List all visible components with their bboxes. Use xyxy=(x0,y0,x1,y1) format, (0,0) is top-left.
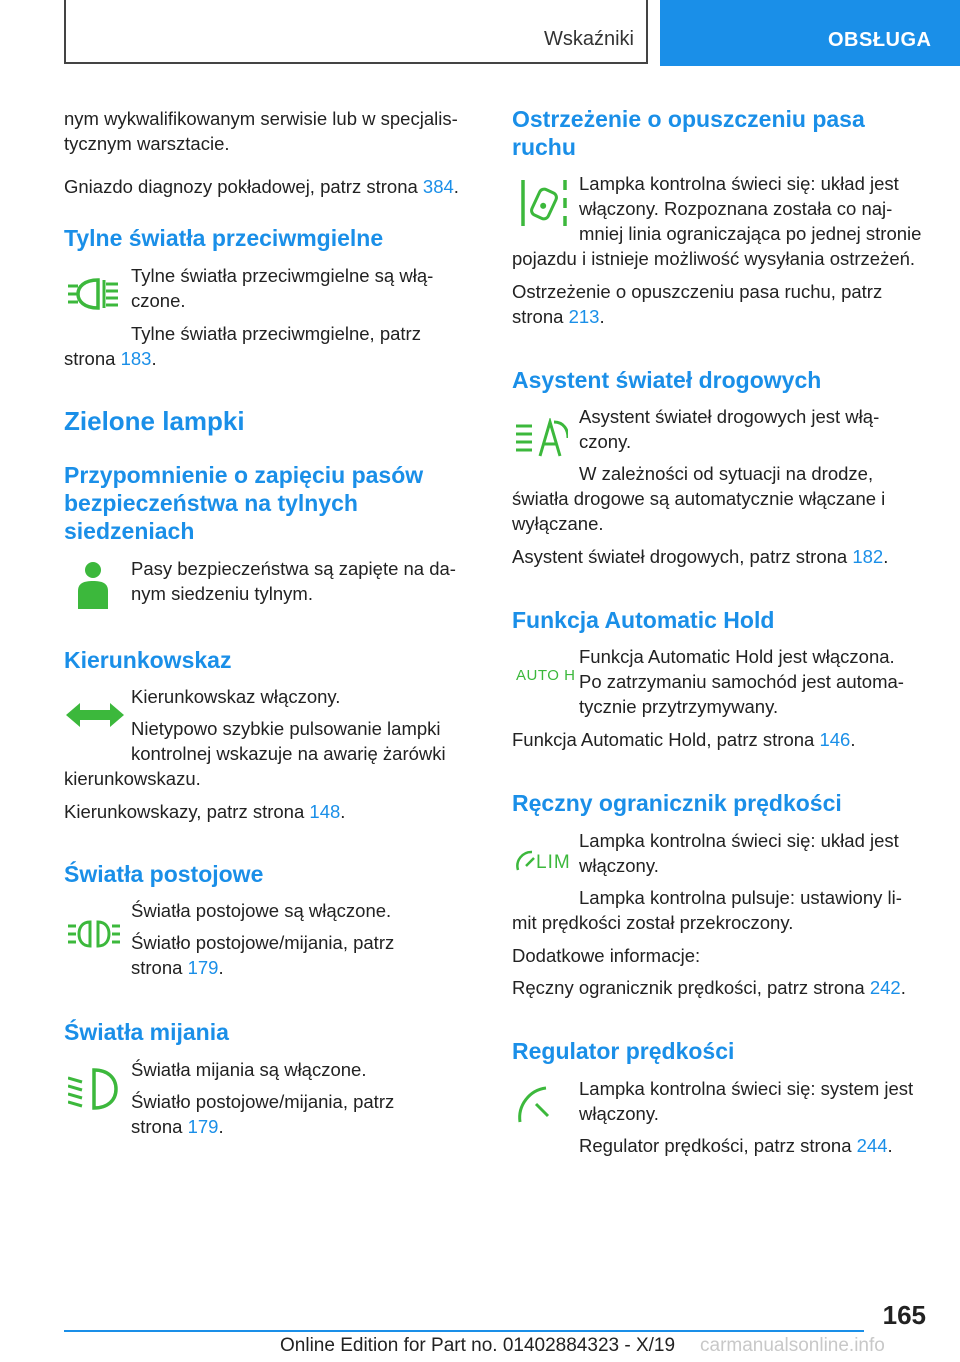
page-link[interactable]: 183 xyxy=(120,348,152,369)
lane-departure-icon xyxy=(520,176,568,228)
cruise-control-ref: Regulator prędkości, patrz strona 244. xyxy=(579,1135,893,1156)
rear-fog-text-1: Tylne światła przeciwmgielne są włą- xyxy=(131,265,434,286)
low-beam-text-1: Światła mijania są włączone. xyxy=(131,1059,367,1080)
speed-limiter-heading: Ręczny ogranicznik prędkości xyxy=(512,790,842,816)
high-beam-text-1: Asystent świateł drogowych jest włą- xyxy=(579,406,880,427)
high-beam-assistant-icon xyxy=(516,418,568,458)
lane-departure-heading-1: Ostrzeżenie o opuszczeniu pasa xyxy=(512,106,865,132)
page-link[interactable]: 244 xyxy=(856,1135,888,1156)
seatbelt-text-2: nym siedzeniu tylnym. xyxy=(131,583,313,604)
lane-departure-text-3: mniej linia ograniczająca po jednej stronie xyxy=(579,223,922,244)
lane-departure-text-1: Lampka kontrolna świeci się: układ jest xyxy=(579,173,899,194)
footer-edition: Online Edition for Part no. 01402884323 - X/19 xyxy=(280,1335,676,1356)
page-link[interactable]: 242 xyxy=(869,977,901,998)
page-link[interactable]: 384 xyxy=(422,176,454,197)
seatbelt-occupant-icon xyxy=(76,561,110,611)
high-beam-text-2: czony. xyxy=(579,431,632,452)
green-lamps-heading: Zielone lampki xyxy=(64,406,245,436)
high-beam-text-3: W zależności od sytuacji na drodze, xyxy=(579,463,874,484)
rear-fog-heading: Tylne światła przeciwmgielne xyxy=(64,225,384,251)
turn-signal-heading: Kierunkowskaz xyxy=(64,647,232,673)
speed-limiter-text-3: Lampka kontrolna pulsuje: ustawiony li- xyxy=(579,887,902,908)
low-beam-text-2: Światło postojowe/mijania, patrz xyxy=(131,1091,395,1112)
automatic-hold-heading: Funkcja Automatic Hold xyxy=(512,607,775,633)
seatbelt-heading-2: bezpieczeństwa na tylnych xyxy=(64,490,358,516)
low-beam-ref: strona 179. xyxy=(131,1116,224,1137)
page-link[interactable]: 148 xyxy=(309,801,341,822)
speed-limiter-lim-label: LIM xyxy=(536,852,571,873)
high-beam-text-5: wyłączane. xyxy=(512,513,604,534)
diagnosis-reference: Gniazdo diagnozy pokładowej, patrz strona 384. xyxy=(64,176,459,197)
parking-lights-text-2: Światło postojowe/mijania, patrz xyxy=(131,932,395,953)
parking-lights-text-1: Światła postojowe są włączone. xyxy=(131,900,392,921)
cruise-control-text-2: włączony. xyxy=(579,1103,659,1124)
high-beam-ref: Asystent świateł drogowych, patrz strona 182. xyxy=(512,546,889,567)
seatbelt-heading-1: Przypomnienie o zapięciu pasów xyxy=(64,462,424,488)
turn-signal-text-2: Nietypowo szybkie pulsowanie lampki xyxy=(131,718,441,739)
page-link[interactable]: 213 xyxy=(568,306,600,327)
seatbelt-text-1: Pasy bezpieczeństwa są zapięte na da- xyxy=(131,558,456,579)
high-beam-text-4: światła drogowe są automatycznie włączane i xyxy=(512,488,886,509)
speed-limiter-text-1: Lampka kontrolna świeci się: układ jest xyxy=(579,830,899,851)
automatic-hold-ref: Funkcja Automatic Hold, patrz strona 146. xyxy=(512,729,856,750)
cruise-control-icon xyxy=(516,1082,560,1126)
high-beam-assistant-heading: Asystent świateł drogowych xyxy=(512,367,822,393)
automatic-hold-text-1: Funkcja Automatic Hold jest włączona. xyxy=(579,646,895,667)
rear-fog-text-3: Tylne światła przeciwmgielne, patrz xyxy=(131,323,421,344)
cruise-control-text-1: Lampka kontrolna świeci się: system jest xyxy=(579,1078,914,1099)
speed-limiter-ref: Ręczny ogranicznik prędkości, patrz strona 242. xyxy=(512,977,906,998)
turn-signal-text-4: kierunkowskazu. xyxy=(64,768,201,789)
turn-signal-text-1: Kierunkowskaz włączony. xyxy=(131,686,341,707)
lane-departure-ref-1: Ostrzeżenie o opuszczeniu pasa ruchu, patrz xyxy=(512,281,883,302)
speed-limiter-text-4: mit prędkości został przekroczony. xyxy=(512,912,794,933)
parking-lights-icon xyxy=(68,918,120,950)
turn-signal-text-3: kontrolnej wskazuje na awarię żarówki xyxy=(131,743,446,764)
low-beam-icon xyxy=(68,1066,118,1112)
parking-lights-heading: Światła postojowe xyxy=(64,861,264,887)
lane-departure-ref-2: strona 213. xyxy=(512,306,605,327)
footer-divider xyxy=(64,1330,864,1332)
turn-signal-arrows-icon xyxy=(66,700,124,730)
lane-departure-text-2: włączony. Rozpoznana została co naj- xyxy=(579,198,893,219)
seatbelt-heading-3: siedzeniach xyxy=(64,518,195,544)
header-section-title: Wskaźniki xyxy=(543,28,634,50)
automatic-hold-text-2: Po zatrzymaniu samochód jest automa- xyxy=(579,671,904,692)
auto-hold-icon: AUTO H xyxy=(516,667,576,684)
page-link[interactable]: 179 xyxy=(187,1116,219,1137)
turn-signal-ref: Kierunkowskazy, patrz strona 148. xyxy=(64,801,346,822)
watermark: carmanualsonline.info xyxy=(700,1335,885,1356)
page-link[interactable]: 182 xyxy=(852,546,884,567)
rear-fog-light-icon xyxy=(68,274,120,314)
speed-limiter-text-2: włączony. xyxy=(579,855,659,876)
intro-line-2: tycznym warsztacie. xyxy=(64,133,230,154)
intro-line-1: nym wykwalifikowanym serwisie lub w specjalis- xyxy=(64,108,458,129)
low-beam-heading: Światła mijania xyxy=(64,1019,229,1045)
rear-fog-text-2: czone. xyxy=(131,290,186,311)
lane-departure-heading-2: ruchu xyxy=(512,134,576,160)
page-link[interactable]: 146 xyxy=(819,729,851,750)
lane-departure-text-4: pojazdu i istnieje możliwość wysyłania ostrzeżeń. xyxy=(512,248,916,269)
page-link[interactable]: 179 xyxy=(187,957,219,978)
page-number: 165 xyxy=(882,1300,926,1330)
parking-lights-ref: strona 179. xyxy=(131,957,224,978)
automatic-hold-text-3: tycznie przytrzymywany. xyxy=(579,696,779,717)
cruise-control-heading: Regulator prędkości xyxy=(512,1038,735,1064)
header-chapter-tab: OBSŁUGA xyxy=(660,0,960,66)
speed-limiter-text-5: Dodatkowe informacje: xyxy=(512,945,701,966)
rear-fog-ref: strona 183. xyxy=(64,348,157,369)
speed-limiter-gauge-icon xyxy=(516,846,538,872)
